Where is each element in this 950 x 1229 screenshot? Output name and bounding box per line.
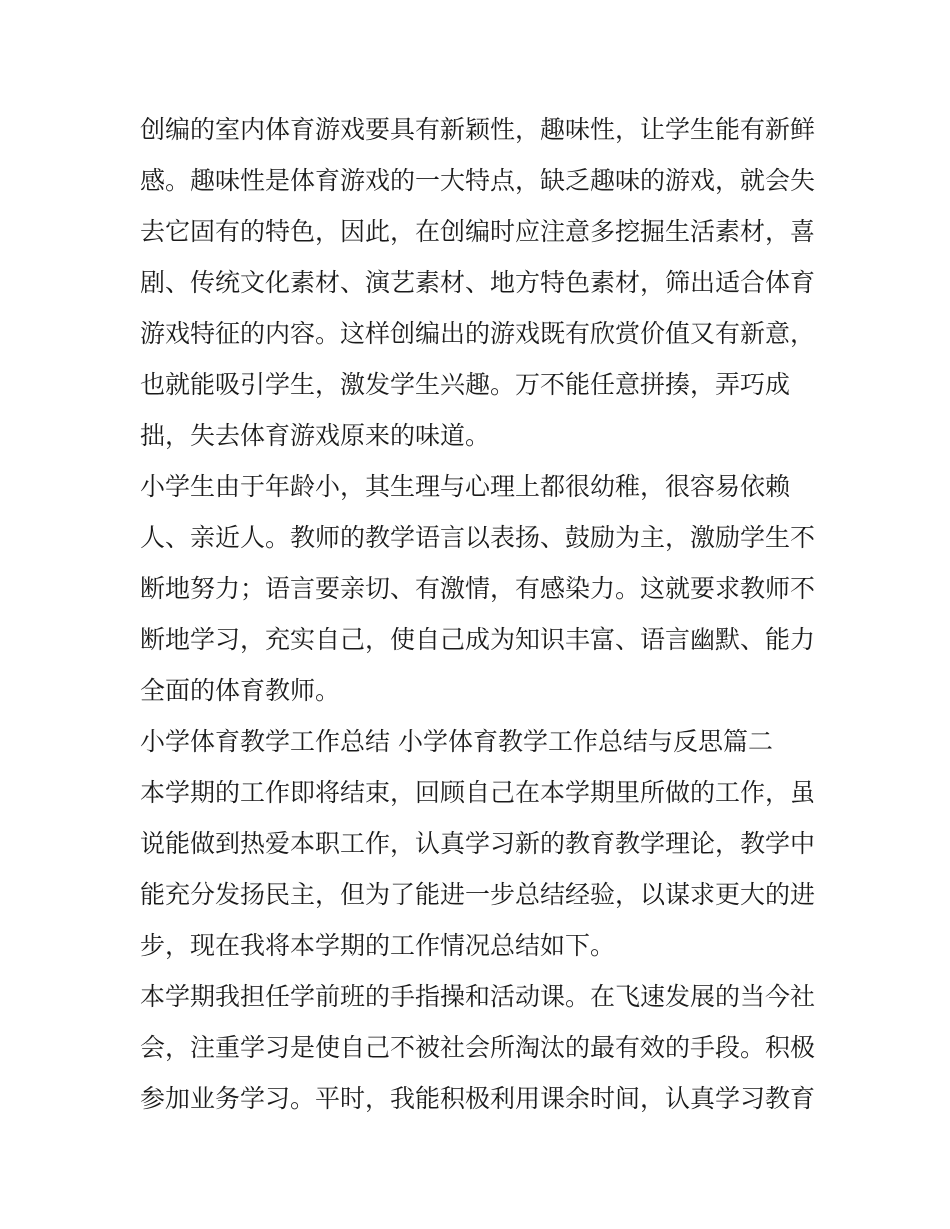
text-line: 本学期的工作即将结束，回顾自己在本学期里所做的工作，虽	[140, 778, 816, 807]
text-line: 说能做到热爱本职工作，认真学习新的教育教学理论，教学中	[140, 829, 816, 858]
text-line: 游戏特征的内容。这样创编出的游戏既有欣赏价值又有新意，	[140, 319, 816, 348]
text-line: 断地努力；语言要亲切、有激情，有感染力。这就要求教师不	[140, 574, 816, 603]
text-line: 能充分发扬民主，但为了能进一步总结经验，以谋求更大的进	[140, 880, 816, 909]
text-line: 会，注重学习是使自己不被社会所淘汰的最有效的手段。积极	[140, 1033, 816, 1062]
section-heading: 小学体育教学工作总结 小学体育教学工作总结与反思篇二	[140, 727, 773, 756]
text-line: 也就能吸引学生，激发学生兴趣。万不能任意拼揍，弄巧成	[140, 370, 791, 399]
text-line: 去它固有的特色，因此，在创编时应注意多挖掘生活素材，喜	[140, 217, 816, 246]
document-body	[140, 104, 830, 1124]
text-line: 本学期我担任学前班的手指操和活动课。在飞速发展的当今社	[140, 982, 816, 1011]
text-line: 小学生由于年龄小，其生理与心理上都很幼稚，很容易依赖	[140, 472, 791, 501]
text-line: 全面的体育教师。	[140, 676, 341, 705]
text-line: 创编的室内体育游戏要具有新颖性，趣味性，让学生能有新鲜	[140, 115, 816, 144]
text-line: 感。趣味性是体育游戏的一大特点，缺乏趣味的游戏，就会失	[140, 166, 816, 195]
text-line: 剧、传统文化素材、演艺素材、地方特色素材，筛出适合体育	[140, 268, 816, 297]
text-line: 拙，失去体育游戏原来的味道。	[140, 421, 491, 450]
text-line: 步，现在我将本学期的工作情况总结如下。	[140, 931, 616, 960]
text-line: 断地学习，充实自己，使自己成为知识丰富、语言幽默、能力	[140, 625, 816, 654]
text-line: 人、亲近人。教师的教学语言以表扬、鼓励为主，激励学生不	[140, 523, 816, 552]
text-line: 参加业务学习。平时，我能积极利用课余时间，认真学习教育	[140, 1084, 816, 1113]
